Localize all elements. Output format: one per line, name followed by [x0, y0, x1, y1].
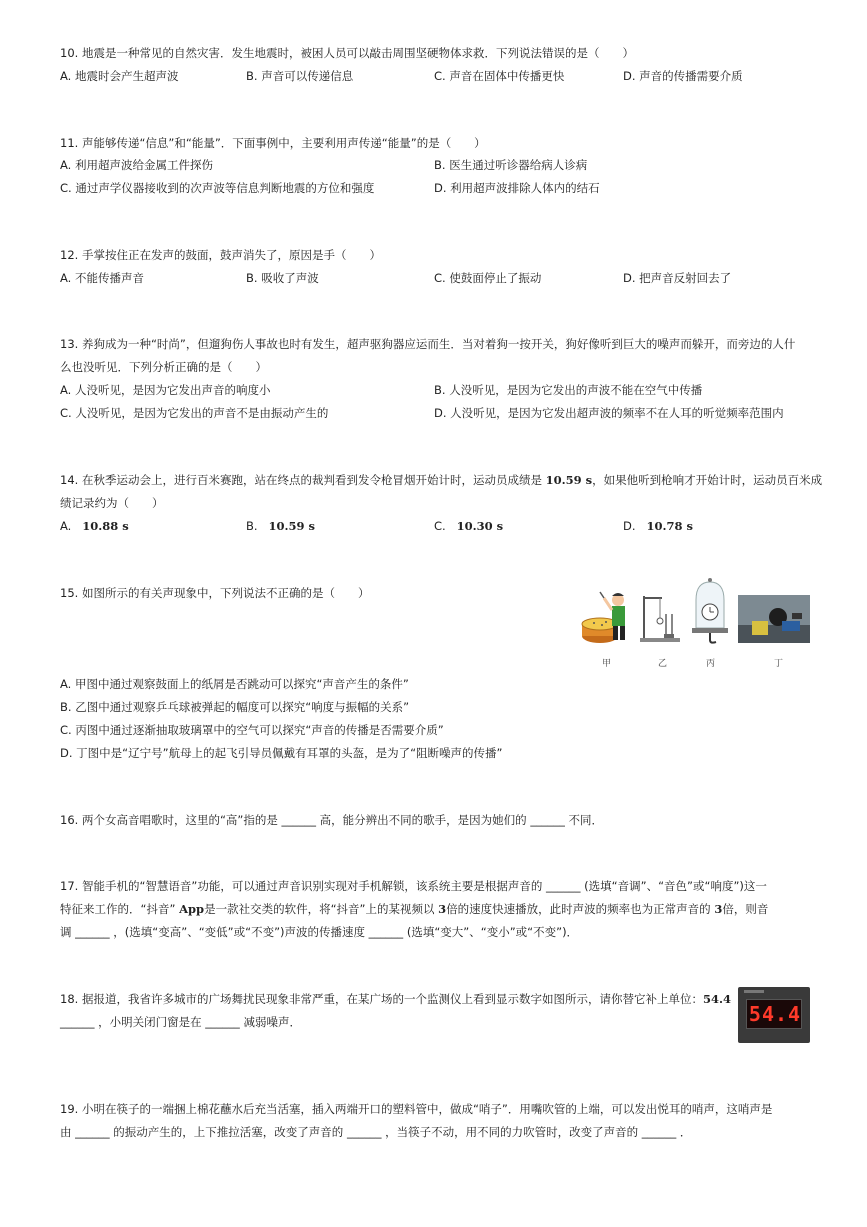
q17-num-2: 3 — [714, 902, 723, 916]
q10-stem: 10. 地震是一种常见的自然灾害．发生地震时，被困人员可以敲击周围坚硬物体求救．下列说法错误的是（ ） — [60, 46, 634, 60]
q14-stem-line1 — [60, 472, 822, 488]
q17-text-a: 特征来工作的．“抖音” — [60, 902, 180, 916]
figure-ding-carrier-photo — [738, 595, 810, 643]
q12-option-a: A. 不能传播声音 — [60, 271, 144, 285]
q17-text-e: 倍的速度快速播放，此时声波的频率也为正常声音的 — [446, 902, 715, 916]
q18-line1 — [60, 991, 731, 1007]
figure-label-yi: 乙 — [658, 659, 668, 669]
q10-option-d: D. 声音的传播需要介质 — [623, 69, 743, 83]
q14-option-a-label: A. — [60, 519, 72, 533]
q14-stem-text-b: ，如果他听到枪响才开始计时，运动员百米成 — [592, 473, 823, 487]
q17-line1: 17. 智能手机的“智慧语音”功能，可以通过声音识别实现对手机解锁，该系统主要是根据声音的 ______ (选填“音调”、“音色”或“响度”)这一 — [60, 879, 767, 893]
q13-option-a: A. 人没听见，是因为它发出声音的响度小 — [60, 383, 271, 397]
figure-label-ding: 丁 — [774, 659, 784, 669]
q17-line2 — [60, 901, 768, 917]
q14-option-c-value: 10.30 s — [456, 519, 504, 533]
q14-option-c — [434, 518, 503, 534]
q13-option-c: C. 人没听见，是因为它发出的声音不是由振动产生的 — [60, 406, 329, 420]
q14-option-d-value: 10.78 s — [646, 519, 693, 533]
q15-option-a: A. 甲图中通过观察鼓面上的纸屑是否跳动可以探究“声音产生的条件” — [60, 677, 409, 691]
q14-option-d-label: D. — [623, 519, 636, 533]
q17-app: App — [179, 902, 205, 916]
q18-value: 54.4 — [702, 992, 731, 1006]
q14-stem-value: 10.59 s — [545, 473, 593, 487]
q12-option-c: C. 使鼓面停止了振动 — [434, 271, 542, 285]
q13-option-d: D. 人没听见，是因为它发出超声波的频率不在人耳的听觉频率范围内 — [434, 406, 784, 420]
q19-line1: 19. 小明在筷子的一端捆上棉花蘸水后充当活塞，插入两端开口的塑料管中，做成“哨子”．用嘴吹管的上端，可以发出悦耳的哨声，这哨声是 — [60, 1102, 773, 1116]
q13-option-b: B. 人没听见，是因为它发出的声波不能在空气中传播 — [434, 383, 703, 397]
q19-line2: 由 ______ 的振动产生的，上下推拉活塞，改变了声音的 ______ ，当筷子不动，用不同的力吹管时，改变了声音的 ______ ． — [60, 1125, 692, 1139]
q14-option-b-value: 10.59 s — [268, 519, 316, 533]
q11-stem: 11. 声能够传递“信息”和“能量”．下面事例中，主要利用声传递“能量”的是（ ） — [60, 136, 486, 150]
q10-option-a: A. 地震时会产生超声波 — [60, 69, 179, 83]
meter-readout: 54.4 — [748, 1002, 802, 1026]
q12-stem: 12. 手掌按住正在发声的鼓面，鼓声消失了，原因是手（ ） — [60, 248, 381, 262]
q11-option-b: B. 医生通过听诊器给病人诊病 — [434, 158, 588, 172]
q11-option-c: C. 通过声学仪器接收到的次声波等信息判断地震的方位和强度 — [60, 181, 375, 195]
q18-text: 18. 据报道，我省许多城市的广场舞扰民现象非常严重，在某广场的一个监测仪上看到显示数字如图所示，请你替它补上单位： — [60, 992, 703, 1006]
q14-option-d — [623, 518, 693, 534]
q13-stem-line2: 么也没听见．下列分析正确的是（ ） — [60, 360, 267, 374]
figure-bing-bell-jar — [690, 578, 730, 644]
q18-line2: ______ ，小明关闭门窗是在 ______ 减弱噪声． — [60, 1015, 301, 1029]
q14-stem-line2: 绩记录约为（ ） — [60, 496, 164, 510]
q10-option-c: C. 声音在固体中传播更快 — [434, 69, 565, 83]
q14-option-a — [60, 518, 129, 534]
figure-yi-tuning-fork — [638, 592, 684, 644]
q14-option-a-value: 10.88 s — [82, 519, 129, 533]
figure-label-jia: 甲 — [602, 659, 612, 669]
q14-stem-text-a: 14. 在秋季运动会上，进行百米赛跑，站在终点的裁判看到发令枪冒烟开始计时，运动员成绩是 — [60, 473, 546, 487]
q17-text-g: 倍，则音 — [722, 902, 769, 916]
q17-text-c: 是一款社交类的软件，将“抖音”上的某视频以 — [204, 902, 439, 916]
q15-stem: 15. 如图所示的有关声现象中，下列说法不正确的是（ ） — [60, 586, 370, 600]
figure-label-bing: 丙 — [706, 659, 716, 669]
q14-option-b-label: B. — [246, 519, 258, 533]
figure-jia-drum — [580, 590, 632, 646]
q11-option-a: A. 利用超声波给金属工件探伤 — [60, 158, 213, 172]
q17-line3: 调 ______ ，(选填“变高”、“变低”或“不变”)声波的传播速度 ______ (选填“变大”、“变小”或“不变”)． — [60, 925, 579, 939]
q17-num-1: 3 — [438, 902, 447, 916]
q16-text: 16. 两个女高音唱歌时，这里的“高”指的是 ______ 高，能分辨出不同的歌手，是因为她们的 ______ 不同． — [60, 813, 603, 827]
q15-option-d: D. 丁图中是“辽宁号”航母上的起飞引导员佩戴有耳罩的头盔，是为了“阻断噪声的传播” — [60, 746, 503, 760]
q10-option-b: B. 声音可以传递信息 — [246, 69, 354, 83]
q13-stem-line1: 13. 养狗成为一种“时尚”，但遛狗伤人事故也时有发生，超声驱狗器应运而生．当对着狗一按开关，狗好像听到巨大的噪声而躲开，而旁边的人什 — [60, 337, 796, 351]
q12-option-b: B. 吸收了声波 — [246, 271, 319, 285]
q15-option-b: B. 乙图中通过观察乒乓球被弹起的幅度可以探究“响度与振幅的关系” — [60, 700, 410, 714]
q14-option-b — [246, 518, 315, 534]
sound-level-meter-image — [738, 987, 810, 1043]
meter-screen — [746, 999, 802, 1029]
meter-brand-tag — [744, 990, 764, 993]
q15-option-c: C. 丙图中通过逐渐抽取玻璃罩中的空气可以探究“声音的传播是否需要介质” — [60, 723, 444, 737]
q12-option-d: D. 把声音反射回去了 — [623, 271, 732, 285]
q14-option-c-label: C. — [434, 519, 446, 533]
q11-option-d: D. 利用超声波排除人体内的结石 — [434, 181, 600, 195]
